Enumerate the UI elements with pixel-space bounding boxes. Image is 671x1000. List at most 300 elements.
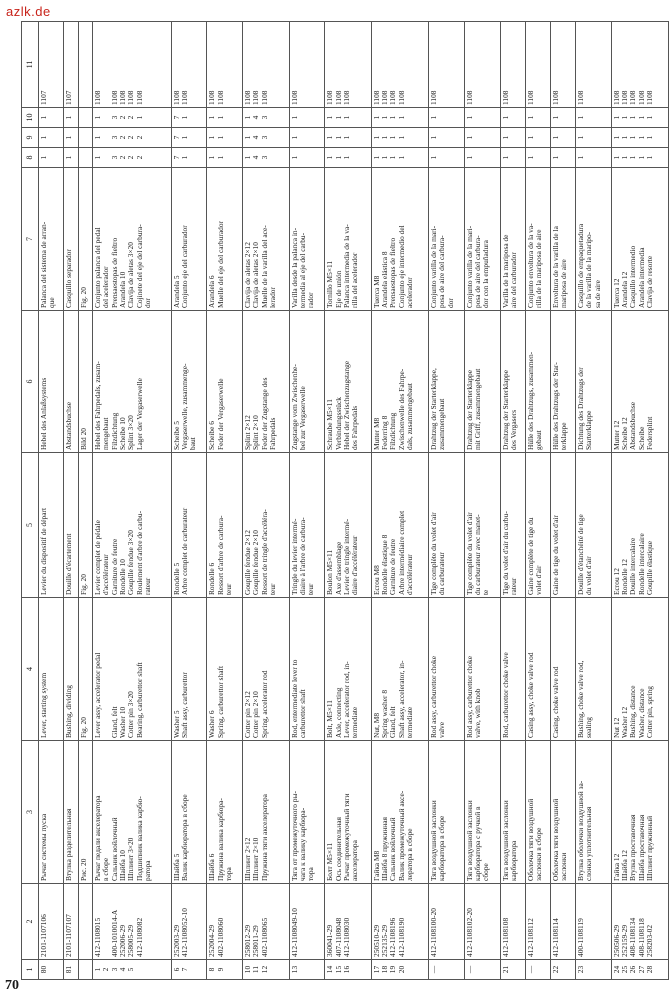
cell-line: Verbindungsstück — [333, 397, 343, 450]
cell-c5 — [500, 453, 525, 598]
cell-c9 — [464, 128, 500, 148]
cell-line: Arandela elástica 8 — [380, 251, 390, 308]
cell-line: 1108 — [644, 90, 654, 105]
cell-c8 — [39, 148, 64, 168]
cell-c8 — [550, 148, 575, 168]
cell-line: dals, zusammengebaut — [404, 383, 414, 450]
table-row — [289, 22, 325, 980]
cell-line: 250510-29 — [371, 924, 381, 957]
cell-line: rilla de la mariposa de aire — [533, 229, 543, 308]
cell-line: Muelle del eje del carburador — [215, 220, 225, 308]
cell-c7 — [93, 168, 171, 311]
cell-c8 — [171, 148, 207, 168]
cell-c4 — [525, 598, 550, 741]
cell-line: Palanca intermedia de la va- — [341, 224, 351, 308]
cell-line: 28 — [644, 965, 654, 974]
cell-line: Boulon M5×11 — [325, 549, 335, 595]
cell-line: 1 — [525, 135, 535, 140]
cell-line: 258012-29 — [243, 924, 253, 957]
cell-c6 — [428, 311, 464, 453]
cell-c6 — [576, 311, 612, 453]
cell-line: teur — [306, 583, 316, 595]
cell-c11 — [525, 22, 550, 108]
cell-line: Conjunto varilla de la mari- — [464, 225, 474, 308]
cell-line: Tringle du levier intermé- — [289, 518, 299, 595]
cell-line: 1 — [289, 115, 299, 120]
cell-c1 — [39, 960, 64, 980]
cell-c5 — [325, 453, 371, 598]
cell-c7 — [78, 168, 93, 311]
cell-line: 1 — [243, 115, 253, 120]
cell-c11 — [64, 22, 79, 108]
cell-line: Шайба 5 — [171, 853, 181, 881]
cell-line: diaire d'accélérateur — [350, 535, 360, 595]
cell-line: 1108 — [171, 90, 181, 105]
cell-line: 1 — [243, 155, 253, 160]
cell-c10 — [576, 108, 612, 128]
table-row — [500, 22, 525, 980]
table-row — [207, 22, 243, 980]
cell-line: 1108 — [464, 90, 474, 105]
table-row — [371, 22, 428, 980]
cell-line: Hebel der Zwischenzugstange — [341, 360, 351, 450]
cell-c9 — [371, 128, 428, 148]
header-row — [22, 22, 39, 980]
cell-line: Levier complet de pédale — [93, 520, 103, 595]
cell-line: Lever, starting system — [39, 672, 48, 738]
cell-line: mit Griff, zusammengebaut — [473, 368, 483, 450]
cell-line: 1 — [611, 115, 621, 120]
cell-c9 — [64, 128, 79, 148]
cell-line — [80, 962, 88, 977]
cell-line: te — [481, 589, 491, 595]
cell-line: Ecrou M8 — [371, 565, 381, 595]
cell-line: 1108 — [207, 90, 217, 105]
cell-line: 1108 — [550, 90, 560, 105]
cell-c9 — [93, 128, 171, 148]
cell-line: 412-1108114 — [550, 918, 560, 957]
cell-line: 1108 — [428, 90, 438, 105]
cell-c6 — [550, 311, 575, 453]
cell-line: Валик промежуточный аксе- — [396, 790, 406, 881]
cell-c3 — [576, 741, 612, 884]
cell-line: 1108 — [500, 90, 510, 105]
cell-line: 2 — [126, 155, 136, 160]
cell-line: 1 — [428, 155, 438, 160]
cell-line: Varilla desde la palanca in- — [289, 227, 299, 308]
cell-line: 1108 — [333, 90, 343, 105]
cell-line: Washer 10 — [118, 706, 127, 738]
cell-line: 1 — [333, 115, 343, 120]
cell-line: Bolt, M5×11 — [325, 700, 335, 738]
cell-line: Douille intercalaire — [628, 537, 638, 595]
cell-line: 21 — [500, 965, 510, 974]
cell-line: du carburateur avec manet- — [473, 514, 483, 595]
cell-line: 2 — [118, 115, 127, 120]
cell-line: 1 — [550, 155, 560, 160]
cell-line: Prensaestopas de fieltro — [388, 237, 398, 308]
cell-c7 — [576, 168, 612, 311]
cell-line: 1108 — [109, 90, 119, 105]
cell-c1 — [550, 960, 575, 980]
cell-line: Lever assy, accelerator pedal — [93, 652, 103, 738]
cell-line: 3 — [109, 967, 119, 972]
cell-c11 — [207, 22, 243, 108]
cell-c10 — [611, 108, 668, 128]
cell-line: Splint 3×20 — [126, 415, 136, 450]
cell-c8 — [78, 148, 93, 168]
cell-line: Fig. 20 — [78, 287, 88, 308]
cell-c9 — [576, 128, 612, 148]
cell-c2 — [289, 884, 325, 960]
cell-line: 1 — [341, 135, 351, 140]
cell-line: bel zur Vergaserwelle — [297, 386, 307, 450]
cell-line: Tige du volet d'air du carbu- — [500, 511, 510, 595]
cell-line: 14 — [325, 965, 335, 974]
cell-line: тора — [223, 867, 233, 881]
cell-line: Conjunto eje del carburador — [179, 225, 189, 308]
cell-line: 412-1108196 — [388, 917, 398, 957]
cell-line: Conjunto envoltura de la va- — [525, 223, 535, 308]
cell-line: 8 — [207, 967, 217, 972]
cell-c11 — [171, 22, 207, 108]
cell-line — [80, 130, 88, 145]
cell-line: 1108 — [628, 90, 638, 105]
cell-line: Spring, accelerator rod — [259, 670, 269, 738]
cell-c8 — [93, 148, 171, 168]
cell-line: 412-1108082 — [134, 917, 144, 957]
cell-line: акселератора — [350, 840, 360, 881]
cell-c6 — [611, 311, 668, 453]
cell-c11 — [78, 22, 93, 108]
cell-c9 — [289, 128, 325, 148]
cell-line: Douille d'étanchéité de tige — [576, 514, 585, 595]
cell-line: Arandela 10 — [118, 271, 127, 308]
cell-line: Varilla de la mariposa de — [500, 234, 510, 308]
cell-line: Сальник войлочный — [388, 817, 398, 881]
cell-line: terklappe — [559, 422, 569, 450]
cell-line: 23 — [576, 965, 585, 974]
cell-line: 1 — [500, 135, 510, 140]
cell-c10 — [464, 108, 500, 128]
cell-line: 1 — [620, 135, 630, 140]
cell-c10 — [243, 108, 289, 128]
cell-line: Washer 6 — [207, 710, 217, 738]
cell-c5 — [207, 453, 243, 598]
cell-line: Douille d'écartement — [64, 533, 74, 595]
cell-c10 — [39, 108, 64, 128]
cell-c9 — [611, 128, 668, 148]
cell-line: 1108 — [118, 90, 127, 105]
cell-line: 1 — [341, 115, 351, 120]
cell-c2 — [576, 884, 612, 960]
cell-line: 2101-1107106 — [39, 914, 48, 957]
cell-line: Lever, accelerator rod, in- — [341, 661, 351, 738]
cell-c3 — [93, 741, 171, 884]
cell-c5 — [39, 453, 64, 598]
cell-c2 — [500, 884, 525, 960]
cell-line: lerador — [267, 287, 277, 308]
cell-c6 — [325, 311, 371, 453]
cell-line: Тяга от промежуточного ры- — [289, 791, 299, 881]
cell-line: 1 — [576, 115, 585, 120]
cell-c1 — [289, 960, 325, 980]
cell-line — [80, 110, 88, 125]
cell-line: Hülle des Drahtzugs, zusammen- — [525, 351, 535, 450]
cell-line: teur — [267, 583, 277, 595]
cell-c10 — [78, 108, 93, 128]
cell-line: 1 — [215, 155, 225, 160]
cell-line: du volet d'air — [584, 556, 594, 595]
cell-c4 — [171, 598, 207, 741]
cell-c1 — [78, 960, 93, 980]
cell-line: Rondelle 5 — [171, 562, 181, 595]
cell-line: 81 — [64, 965, 74, 974]
cell-c5 — [78, 453, 93, 598]
cell-c10 — [207, 108, 243, 128]
cell-c4 — [325, 598, 371, 741]
cell-line: mengebaut — [101, 417, 111, 450]
cell-c4 — [289, 598, 325, 741]
cell-c9 — [428, 128, 464, 148]
cell-c5 — [171, 453, 207, 598]
cell-line: 10 — [243, 965, 253, 974]
cell-line: 1108 — [525, 90, 535, 105]
cell-c7 — [371, 168, 428, 311]
cell-line: 1 — [388, 135, 398, 140]
cell-line: 1 — [93, 135, 103, 140]
cell-c5 — [428, 453, 464, 598]
cell-line: 1 — [371, 115, 381, 120]
cell-line: 1108 — [215, 90, 225, 105]
cell-line: Оболочка тяги воздушной — [550, 798, 560, 881]
cell-c7 — [243, 168, 289, 311]
cell-line: 1 — [371, 135, 381, 140]
cell-line: Rondelle élastique 8 — [380, 534, 390, 595]
cell-line: Gaine de tige du volet d'air — [550, 515, 560, 595]
rotated-table-frame — [21, 22, 669, 980]
cell-c6 — [243, 311, 289, 453]
cell-c1 — [243, 960, 289, 980]
cell-line: 19 — [388, 965, 398, 974]
cell-line: Shaft assy, accelerator, in- — [396, 660, 406, 738]
cell-line: Filzdichtung — [388, 412, 398, 450]
cell-line: Zwischenwelle des Fahrpe- — [396, 368, 406, 450]
cell-line: Arbre intermédiaire complet — [396, 510, 406, 595]
cell-line: Eje de unión — [333, 270, 343, 308]
cell-c11 — [428, 22, 464, 108]
cell-line: Schraube M5×11 — [325, 399, 335, 450]
cell-line: 1 — [289, 155, 299, 160]
cell-line: — — [464, 965, 474, 974]
cell-line: Тяга воздушной заслонки — [428, 800, 438, 881]
cell-c3 — [289, 741, 325, 884]
cell-line: Casquillo intermedio — [628, 245, 638, 308]
cell-c10 — [64, 108, 79, 128]
cell-line: 252003-29 — [171, 924, 181, 957]
cell-c3 — [550, 741, 575, 884]
cell-line: 1 — [620, 115, 630, 120]
cell-line: 1 — [464, 155, 474, 160]
cell-line: des Vergasers — [508, 409, 518, 450]
cell-line: Mutter 12 — [611, 420, 621, 450]
cell-line: 5 — [126, 967, 136, 972]
cell-c9 — [525, 128, 550, 148]
cell-line: 1108 — [126, 90, 136, 105]
cell-line: Валик карбюратора в сборе — [179, 794, 189, 881]
cell-line: 1107 — [39, 90, 48, 105]
cell-line: 15 — [333, 965, 343, 974]
cell-c1 — [64, 960, 79, 980]
cell-line: Axe d'assemblage — [333, 541, 343, 595]
cell-c10 — [325, 108, 371, 128]
cell-line: Nut, M8 — [371, 712, 381, 738]
cell-c11 — [611, 22, 668, 108]
cell-c4 — [39, 598, 64, 741]
cell-c6 — [207, 311, 243, 453]
cell-line: 412-1108108 — [500, 917, 510, 957]
cell-line: Axle, connecting — [333, 687, 343, 738]
cell-line: 1 — [388, 155, 398, 160]
cell-line: 4 — [251, 135, 261, 140]
cell-line: 1 — [289, 135, 299, 140]
cell-line: 408-1108134 — [628, 917, 638, 957]
cell-c3 — [500, 741, 525, 884]
cell-line: 1 — [325, 135, 335, 140]
cell-line: 1108 — [179, 90, 189, 105]
cell-line: Тяга воздушной заслонки — [500, 800, 510, 881]
cell-line: 412-1108102-20 — [464, 908, 474, 957]
cell-line: baut — [188, 437, 198, 450]
cell-line: Cojinete del eje del carbura- — [134, 224, 144, 308]
cell-c10 — [289, 108, 325, 128]
cell-line: Levier de tringle intermé- — [341, 518, 351, 595]
cell-c7 — [428, 168, 464, 311]
cell-line: mariposa de aire — [559, 259, 569, 308]
cell-line: gebaut — [533, 430, 543, 450]
cell-c8 — [525, 148, 550, 168]
cell-c9 — [243, 128, 289, 148]
cell-line: Cotter pin 2×10 — [251, 691, 261, 738]
table-row — [171, 22, 207, 980]
cell-c4 — [93, 598, 171, 741]
cell-c2 — [64, 884, 79, 960]
cell-line: Втулка проставочная — [628, 814, 638, 881]
cell-line: Bild 20 — [78, 428, 88, 450]
cell-c2 — [464, 884, 500, 960]
column-header: 1 — [22, 960, 39, 980]
cell-c10 — [371, 108, 428, 128]
cell-line: 4 — [118, 967, 127, 972]
cell-line: 1 — [207, 135, 217, 140]
cell-line: Clavija de aletas 3×20 — [126, 242, 136, 308]
cell-c2 — [93, 884, 171, 960]
cell-line: 1 — [611, 155, 621, 160]
cell-line: 1 — [179, 115, 189, 120]
cell-line: Palanca del sistema de arran- — [39, 221, 48, 308]
cell-c2 — [428, 884, 464, 960]
cell-c5 — [371, 453, 428, 598]
cell-line: 17 — [371, 965, 381, 974]
cell-c10 — [93, 108, 171, 128]
cell-c7 — [500, 168, 525, 311]
page-number: 70 — [5, 978, 19, 993]
cell-line: 1 — [380, 155, 390, 160]
table-row — [39, 22, 64, 980]
column-header: 9 — [22, 128, 39, 148]
cell-line: 24 — [611, 965, 621, 974]
cell-line: volet d'air — [533, 565, 543, 595]
cell-line: Muelle de la varilla del ace- — [259, 225, 269, 308]
cell-c1 — [428, 960, 464, 980]
table-row — [243, 22, 289, 980]
cell-c3 — [64, 741, 79, 884]
cell-line: Splint 2×10 — [251, 415, 261, 450]
cell-c10 — [525, 108, 550, 128]
cell-c9 — [78, 128, 93, 148]
cell-line: que — [47, 297, 57, 308]
cell-line: Cotter pin, spring — [644, 686, 654, 738]
cell-line: 1 — [207, 155, 217, 160]
column-header: 5 — [22, 453, 39, 598]
cell-line: Rod, carburettor choke valve — [500, 652, 510, 738]
cell-c1 — [207, 960, 243, 980]
cell-line: teur — [223, 583, 233, 595]
cell-line: Drahtzug der Starterklappe, — [428, 368, 438, 450]
cell-line: Cotter pin 2×12 — [243, 691, 253, 738]
cell-line: 2 — [101, 967, 111, 972]
cell-line: 412-1108112 — [525, 918, 535, 957]
cell-line: 1 — [243, 135, 253, 140]
cell-line: Пружина валика карбюра- — [215, 798, 225, 881]
cell-line: Hebel des Anlaßsystems — [39, 377, 48, 450]
cell-c2 — [39, 884, 64, 960]
cell-line: du carburateur — [437, 552, 447, 595]
cell-c4 — [243, 598, 289, 741]
cell-line: 400-1010014-А — [109, 909, 119, 957]
cell-line: Goupille fendue 2×10 — [251, 530, 261, 595]
cell-line: Arbre complet de carburateur — [179, 507, 189, 595]
cell-line: Conjunto eje intermedio del — [396, 225, 406, 308]
cell-line: Втулка оболочки воздушной за- — [576, 780, 585, 881]
cell-c3 — [371, 741, 428, 884]
cell-c3 — [171, 741, 207, 884]
cell-c5 — [464, 453, 500, 598]
cell-line: 1 — [396, 135, 406, 140]
cell-line: 2 — [126, 135, 136, 140]
cell-c7 — [525, 168, 550, 311]
cell-c11 — [576, 22, 612, 108]
cell-c1 — [171, 960, 207, 980]
cell-c3 — [611, 741, 668, 884]
cell-line: 1 — [620, 155, 630, 160]
cell-line: Шайба 10 — [118, 850, 127, 881]
cell-c9 — [39, 128, 64, 148]
cell-c5 — [576, 453, 612, 598]
cell-c3 — [207, 741, 243, 884]
cell-line: 1 — [64, 155, 74, 160]
cell-c5 — [64, 453, 79, 598]
cell-line: 25 — [620, 965, 630, 974]
cell-line: 1 — [576, 155, 585, 160]
cell-line: Оболочка тяги воздушной — [525, 798, 535, 881]
cell-c8 — [464, 148, 500, 168]
cell-line: 1108 — [388, 90, 398, 105]
cell-line: 3 — [259, 135, 269, 140]
cell-line: 402-1108065 — [259, 917, 269, 957]
table-row — [428, 22, 464, 980]
cell-line: 252006-29 — [118, 924, 127, 957]
